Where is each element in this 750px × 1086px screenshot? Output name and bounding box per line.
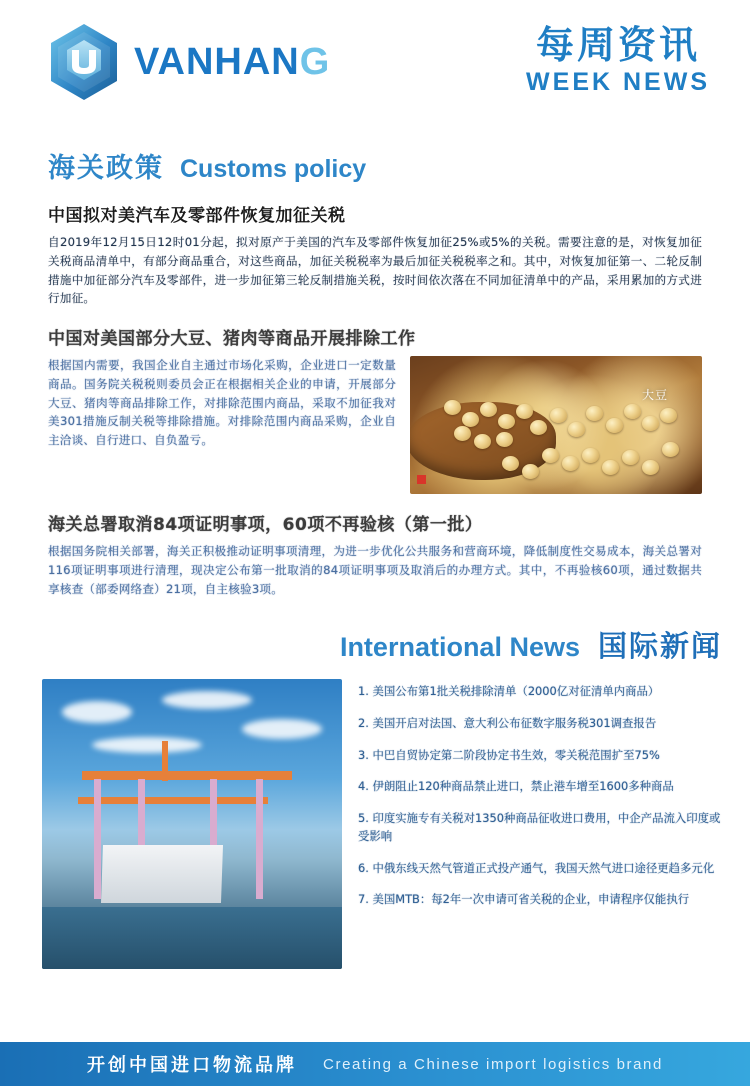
soybean-photo-label: 大豆 (641, 388, 668, 403)
international-news-list (358, 679, 722, 922)
list-item: 1. 美国公布第1批关税排除清单（2000亿对征清单内商品） (358, 684, 660, 699)
port-photo (42, 679, 342, 969)
article-1 (48, 201, 702, 308)
international-title-en: International News (339, 632, 580, 663)
customs-section-title (0, 120, 750, 185)
article-1-headline: 中国拟对美汽车及零部件恢复加征关税 (48, 206, 346, 226)
list-item: 6. 中俄东线天然气管道正式投产通气，我国天然气进口途径更趋多元化 (358, 860, 715, 875)
water-shape (42, 907, 342, 969)
footer-slogan-cn: 开创中国进口物流品牌 (87, 1055, 298, 1076)
list-item: 3. 中巴自贸协定第二阶段协定书生效，零关税范围扩至75% (358, 747, 660, 762)
article-2 (48, 324, 702, 494)
photo-corner-marker (417, 475, 426, 484)
brand-name: VANHANG (134, 40, 331, 83)
brand-lockup (48, 22, 330, 102)
list-item: 7. 美国MTB：每2年一次申请可省关税的企业，申请程序仅能执行 (358, 892, 690, 907)
hexagon-cube-logo-icon (48, 22, 120, 102)
article-3-headline: 海关总署取消84项证明事项，60项不再验核（第一批） (48, 515, 483, 536)
page-footer (0, 1042, 750, 1086)
international-title-cn: 国际新闻 (597, 629, 722, 664)
masthead (526, 22, 710, 97)
article-2-headline: 中国对美国部分大豆、猪肉等商品开展排除工作 (48, 329, 416, 350)
footer-slogan-en: Creating a Chinese import logistics brand (323, 1055, 663, 1073)
list-item: 2. 美国开启对法国、意大利公布征数字服务税301调查报告 (358, 716, 657, 731)
masthead-en: WEEK NEWS (526, 67, 710, 96)
international-section-title (0, 624, 750, 665)
customs-articles (0, 201, 750, 598)
list-item: 5. 印度实施专有关税对1350种商品征收进口费用，中企产品流入印度或受影响 (358, 811, 721, 843)
cargo-ship-shape (101, 845, 223, 903)
international-content (0, 665, 750, 969)
customs-title-cn: 海关政策 (48, 153, 164, 184)
page-header (0, 0, 750, 120)
article-2-body: 根据国内需要，我国企业自主通过市场化采购，企业进口一定数量商品。国务院关税税则委员会正在根据相关企业的申请，开展部分大豆、猪肉等商品排除工作，对排除范围内商品，采取不加征我对美301措施反制关税等排除措施。对排除范围内商品采购，企业自主洽谈、自行进口、自负盈亏。 (48, 358, 396, 448)
soybean-photo (410, 356, 702, 494)
article-1-body: 自2019年12月15日12时01分起，拟对原产于美国的汽车及零部件恢复加征25%或5%的关税。需要注意的是，对恢复加征关税商品清单中，有部分商品重合，对这些商品，加征关税税率为最后加征关税税率之和。其中，对恢复加征第一、二轮反制措施中加征部分汽车及零部件，进一步加征第三轮反制措施关税，按时间依次落在不同加征清单中的产品，采用累加的方式进行加征。 (48, 235, 702, 306)
article-3-body: 根据国务院相关部署，海关正积极推动证明事项清理，为进一步优化公共服务和营商环境，降低制度性交易成本，海关总署对116项证明事项进行清理，现决定公布第一批取消的84项证明事项及取消后的办理方式。其中，不再验核60项，通过数据共享核查（部委网络查）21项，自主核验3项。 (48, 544, 702, 596)
masthead-cn: 每周资讯 (536, 23, 701, 67)
article-3 (48, 510, 702, 598)
customs-title-en: Customs policy (180, 155, 367, 183)
list-item: 4. 伊朗阻止120种商品禁止进口，禁止港车增至1600多种商品 (358, 779, 674, 794)
